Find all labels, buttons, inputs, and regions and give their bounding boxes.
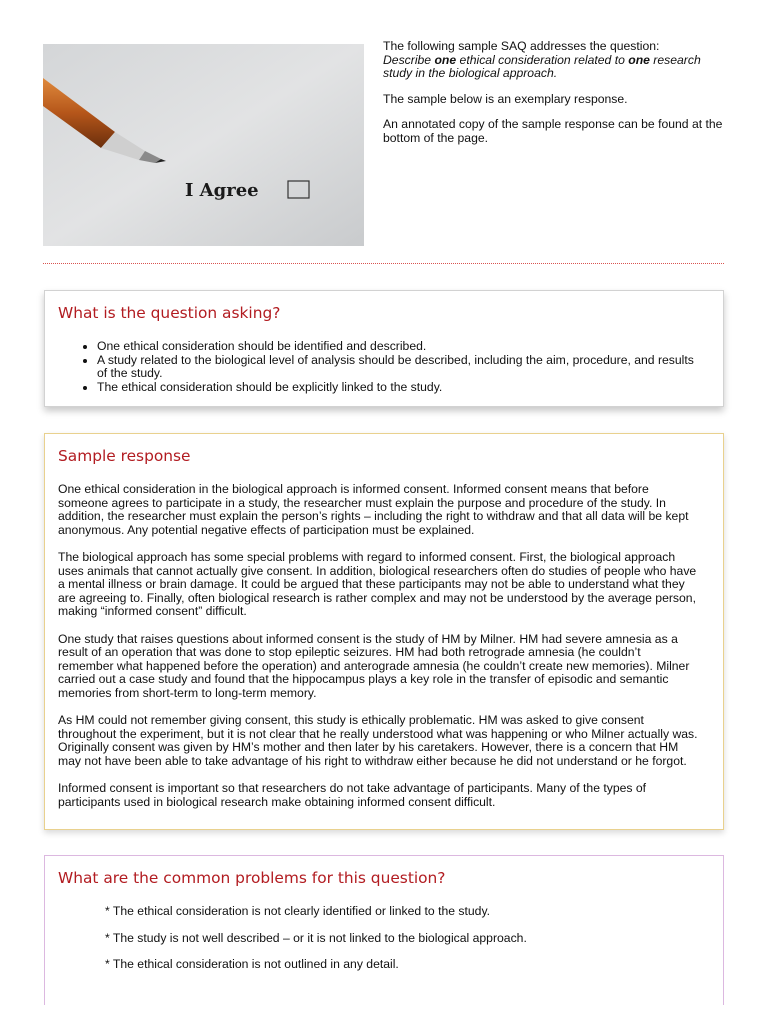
- intro-text: [383, 40, 728, 158]
- pen-checkbox-photo-icon: [43, 44, 364, 246]
- intro-line-3: An annotated copy of the sample response can be found at the bottom of the page.: [383, 117, 723, 145]
- question-text: Describe one ethical consideration related to one research study in the biological approach.: [383, 52, 701, 81]
- list-item: * The study is not well described – or it is not linked to the biological approach.: [105, 930, 527, 945]
- question-asking-box: [44, 290, 724, 407]
- response-paragraph: Informed consent is important so that researchers do not take advantage of participants. Many of the types of participants used in biological research make obtaining informed consent difficult.: [58, 781, 647, 809]
- common-problems-title: What are the common problems for this question?: [58, 869, 446, 887]
- list-item: * The ethical consideration is not clearly identified or linked to the study.: [105, 904, 491, 918]
- common-problems-list: [105, 905, 685, 985]
- question-asking-list: [58, 340, 707, 394]
- list-item: * The ethical consideration is not outlined in any detail.: [105, 957, 399, 972]
- list-item: • One ethical consideration should be identified and described.: [97, 340, 707, 354]
- sample-response-title: Sample response: [58, 447, 191, 465]
- intro-line-2: The sample below is an exemplary response.: [383, 91, 628, 106]
- common-problems-box: [44, 855, 724, 1005]
- response-paragraph: The biological approach has some special problems with regard to informed consent. First, the biological approach uses animals that cannot actually give consent. In addition, biological researchers often do studies of people who have a mental illness or brain damage. It could be argued that these participants may not be able to understand what they are agreeing to. Finally, often biological research is rather complex and may not be understood by the average person, making “informed consent” difficult.: [58, 549, 697, 619]
- dotted-divider: [43, 263, 724, 264]
- list-item: • The ethical consideration should be explicitly linked to the study.: [97, 381, 707, 395]
- consent-photo: [43, 44, 364, 246]
- photo-label: I Agree: [185, 180, 259, 201]
- list-item: • A study related to the biological level of analysis should be described, including the aim, procedure, and results of the study.: [97, 354, 707, 381]
- response-paragraph: As HM could not remember giving consent, this study is ethically problematic. HM was asked to give consent throughout the experiment, but it is not clear that he really understood what was happening or who Milner actually was. Originally consent was given by HM’s mother and then later by his caretakers. However, there is a concern that HM may not have been able to take advantage of his right to withdraw either because he did not understand or he forgot.: [58, 713, 698, 768]
- question-asking-title: What is the question asking?: [58, 304, 281, 322]
- intro-line-1: The following sample SAQ addresses the question: Describe one ethical consideration related to one research study in the biological approach.: [383, 39, 701, 81]
- response-paragraph: One study that raises questions about informed consent is the study of HM by Milner. HM had severe amnesia as a result of an operation that was done to stop epileptic seizures. HM had both retrograde amnesia (he couldn’t remember what happened before the operation) and anterograde amnesia (he couldn’t create new memories). Milner carried out a case study and found that the hippocampus plays a key role in the transfer of episodic and semantic memories from short-term to long-term memory.: [58, 631, 690, 700]
- response-paragraph: One ethical consideration in the biological approach is informed consent. Informed consent means that before someone agrees to participate in a study, the researcher must explain the purpose and procedure of the study. In addition, the researcher must explain the person’s rights – including the right to withdraw and that all data will be kept anonymous. Any potential negative effects of participation must be explained.: [58, 482, 689, 537]
- sample-response-body: [58, 483, 698, 823]
- sample-response-box: [44, 433, 724, 830]
